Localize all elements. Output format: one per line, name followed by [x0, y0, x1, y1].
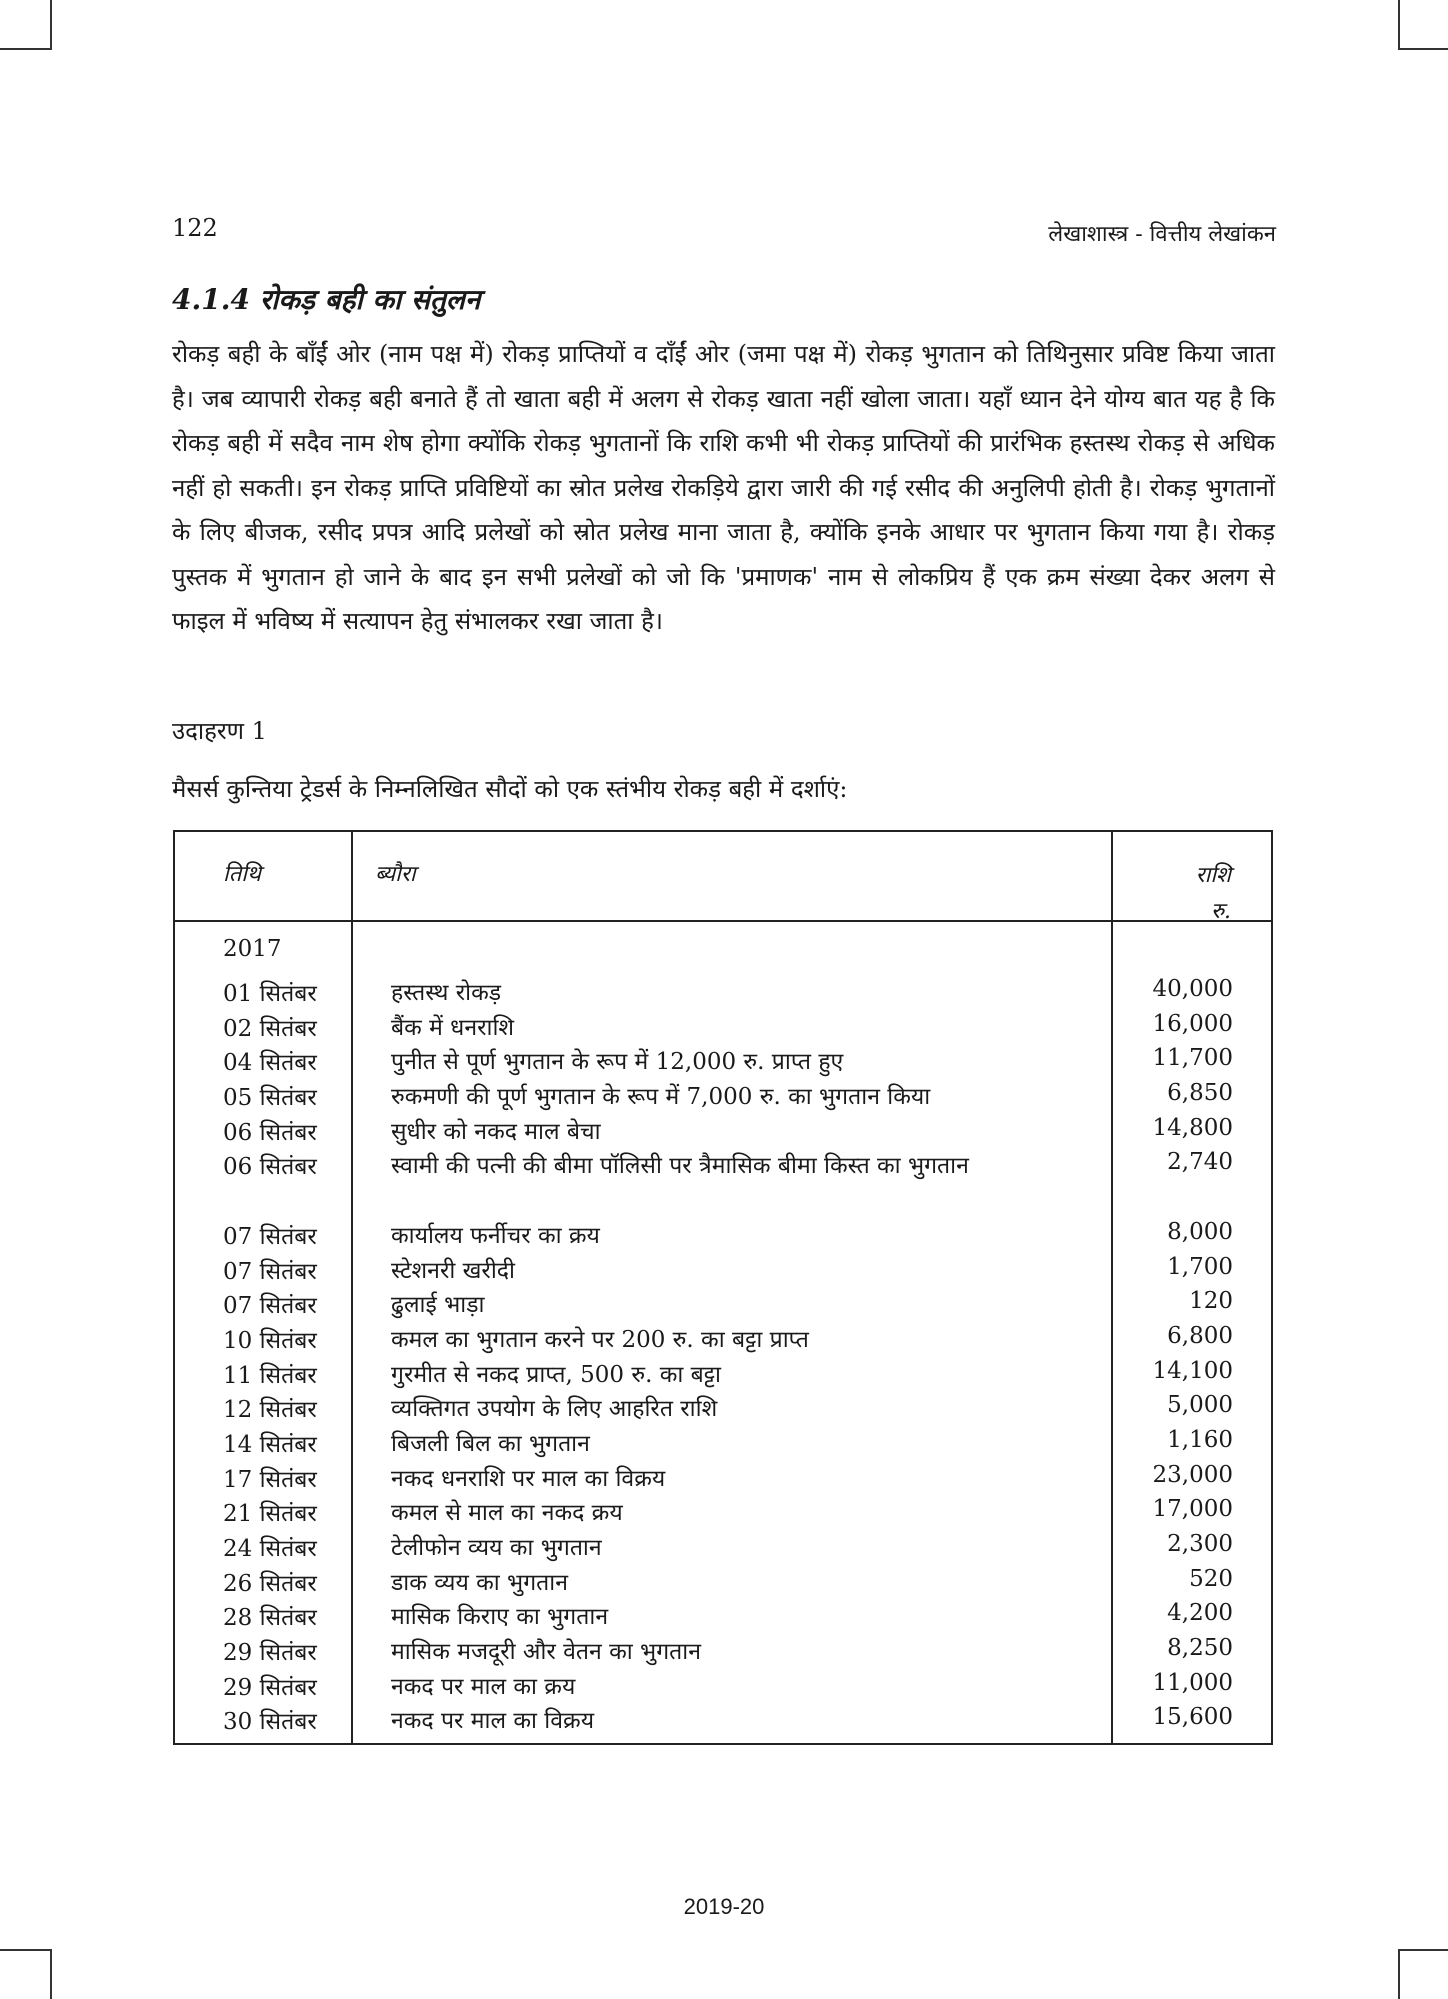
row-date: 07 सितंबर — [223, 1258, 317, 1285]
row-date: 28 सितंबर — [223, 1605, 317, 1632]
row-description: नकद धनराशि पर माल का विक्रय — [391, 1465, 666, 1492]
table-row — [175, 1635, 1271, 1670]
row-amount: 1,160 — [1167, 1426, 1233, 1453]
table-row — [175, 1045, 1271, 1080]
row-description: पुनीत से पूर्ण भुगतान के रूप में 12,000 रु. प्राप्त हुए — [391, 1049, 844, 1076]
row-date: 05 सितंबर — [223, 1085, 317, 1112]
row-date: 02 सितंबर — [223, 1015, 317, 1042]
row-date: 06 सितंबर — [223, 1119, 317, 1146]
row-description: गुरमीत से नकद प्राप्त, 500 रु. का बट्टा — [391, 1361, 722, 1388]
table-row — [175, 1462, 1271, 1497]
row-description: कमल का भुगतान करने पर 200 रु. का बट्टा प्राप्त — [391, 1326, 809, 1353]
row-description: नकद पर माल का विक्रय — [391, 1708, 595, 1735]
table-body — [175, 976, 1271, 1739]
header-divider — [175, 920, 1271, 922]
row-date: 01 सितंबर — [223, 981, 317, 1007]
running-head: लेखाशास्त्र - वित्तीय लेखांकन — [1048, 222, 1276, 247]
body-paragraph: रोकड़ बही के बाँईं ओर (नाम पक्ष में) रोकड़ प्राप्तियों व दाँईं ओर (जमा पक्ष में) रोकड़ भुगतान को तिथिनुसार प्रविष्ट किया जाता है। जब व्यापारी रोकड़ बही बनाते हैं तो खाता बही में अलग से रोकड़ खाता नहीं खोला जाता। यहाँ ध्यान देने योग्य बात यह है कि रोकड़ बही में सदैव नाम शेष होगा क्योंकि रोकड़ भुगतानों कि राशि कभी भी रोकड़ प्राप्तियों की प्रारंभिक हस्तस्थ रोकड़ से अधिक नहीं हो सकती। इन रोकड़ प्राप्ति प्रविष्टियों का स्रोत प्रलेख रोकड़िये द्वारा जारी की गई रसीद की अनुलिपी होती है। रोकड़ भुगतानों के लिए बीजक, रसीद प्रपत्र आदि प्रलेखों को स्रोत प्रलेख माना जाता है, क्योंकि इनके आधार पर भुगतान किया गया है। रोकड़ पुस्तक में भुगतान हो जाने के बाद इन सभी प्रलेखों को जो कि 'प्रमाणक' नाम से लोकप्रिय हैं एक क्रम संख्या देकर अलग से फाइल में भविष्य में सत्यापन हेतु संभालकर रखा जाता है। — [172, 340, 1275, 635]
table-row — [175, 1219, 1271, 1254]
table-year: 2017 — [223, 936, 282, 962]
crop-mark — [1398, 1949, 1400, 1999]
row-date: 17 सितंबर — [223, 1466, 317, 1493]
row-description: सुधीर को नकद माल बेचा — [391, 1118, 601, 1145]
row-amount: 8,250 — [1167, 1635, 1233, 1662]
crop-mark — [1398, 1949, 1448, 1951]
row-description: मासिक किराए का भुगतान — [391, 1604, 609, 1631]
row-amount: 120 — [1189, 1288, 1233, 1315]
row-date: 11 सितंबर — [223, 1362, 317, 1389]
crop-mark — [1398, 0, 1400, 50]
table-row — [175, 1496, 1271, 1531]
table-row — [175, 1115, 1271, 1150]
row-date: 26 सितंबर — [223, 1570, 317, 1597]
table-row — [175, 1323, 1271, 1358]
table-row — [175, 1358, 1271, 1393]
row-description: कमल से माल का नकद क्रय — [391, 1500, 623, 1527]
row-description: ढुलाई भाड़ा — [391, 1292, 485, 1319]
row-amount: 2,740 — [1167, 1149, 1233, 1176]
row-description: बिजली बिल का भुगतान — [391, 1430, 590, 1457]
row-amount: 14,100 — [1152, 1357, 1233, 1384]
row-amount: 11,700 — [1152, 1045, 1233, 1072]
table-row — [175, 1704, 1271, 1739]
table-row — [175, 976, 1271, 1011]
row-date: 29 सितंबर — [223, 1640, 317, 1667]
row-description: मासिक मजदूरी और वेतन का भुगतान — [391, 1639, 702, 1666]
table-row — [175, 1600, 1271, 1635]
table-row — [175, 1288, 1271, 1323]
column-header-amount — [1196, 858, 1231, 930]
row-amount: 2,300 — [1167, 1531, 1233, 1558]
row-date: 04 सितंबर — [223, 1050, 317, 1077]
row-amount: 15,600 — [1152, 1704, 1233, 1731]
row-amount: 6,850 — [1167, 1080, 1233, 1107]
table-row — [175, 1149, 1271, 1218]
row-date: 30 सितंबर — [223, 1709, 317, 1736]
row-amount: 520 — [1189, 1565, 1233, 1592]
column-header-date: तिथि — [223, 862, 261, 887]
page-number: 122 — [172, 214, 218, 242]
row-description: स्टेशनरी खरीदी — [391, 1257, 515, 1284]
table-row — [175, 1080, 1271, 1115]
row-description: रुकमणी की पूर्ण भुगतान के रूप में 7,000 रु. का भुगतान किया — [391, 1084, 931, 1111]
row-date: 21 सितंबर — [223, 1501, 317, 1528]
row-description: डाक व्यय का भुगतान — [391, 1569, 568, 1596]
row-date: 10 सितंबर — [223, 1327, 317, 1354]
row-amount: 16,000 — [1152, 1010, 1233, 1037]
row-description: नकद पर माल का क्रय — [391, 1673, 576, 1700]
row-amount: 17,000 — [1152, 1496, 1233, 1523]
row-description: कार्यालय फर्नीचर का क्रय — [391, 1222, 600, 1249]
row-date: 06 सितंबर — [223, 1154, 317, 1181]
row-description: बैंक में धनराशि — [391, 1014, 515, 1041]
row-date: 29 सितंबर — [223, 1674, 317, 1701]
section-heading: 4.1.4 रोकड़ बही का संतुलन — [172, 283, 481, 316]
row-description: व्यक्तिगत उपयोग के लिए आहरित राशि — [391, 1396, 718, 1423]
row-description: टेलीफोन व्यय का भुगतान — [391, 1535, 602, 1562]
table-row — [175, 1392, 1271, 1427]
amount-label: राशि — [1195, 863, 1231, 888]
table-row — [175, 1254, 1271, 1289]
row-date: 12 सितंबर — [223, 1397, 317, 1424]
row-date: 24 सितंबर — [223, 1536, 317, 1563]
row-amount: 14,800 — [1152, 1114, 1233, 1141]
row-amount: 23,000 — [1152, 1461, 1233, 1488]
table-row — [175, 1427, 1271, 1462]
crop-mark — [0, 1949, 50, 1951]
row-amount: 40,000 — [1152, 976, 1233, 1002]
row-description: स्वामी की पत्नी की बीमा पॉलिसी पर त्रैमासिक बीमा किस्त का भुगतान — [391, 1153, 969, 1180]
example-intro: मैसर्स कुन्तिया ट्रेडर्स के निम्नलिखित सौदों को एक स्तंभीय रोकड़ बही में दर्शाएं: — [172, 775, 848, 803]
footer-year: 2019-20 — [683, 1894, 765, 1919]
row-amount: 11,000 — [1152, 1669, 1233, 1696]
column-header-description: ब्यौरा — [375, 862, 416, 887]
row-amount: 1,700 — [1167, 1253, 1233, 1280]
crop-mark — [1398, 48, 1448, 50]
row-amount: 4,200 — [1167, 1600, 1233, 1627]
crop-mark — [0, 48, 50, 50]
amount-unit: रु. — [1210, 899, 1231, 924]
crop-mark — [50, 0, 52, 50]
row-description: हस्तस्थ रोकड़ — [391, 980, 502, 1006]
row-amount: 6,800 — [1167, 1322, 1233, 1349]
table-row — [175, 1011, 1271, 1046]
row-amount: 5,000 — [1167, 1392, 1233, 1419]
crop-mark — [50, 1949, 52, 1999]
transactions-table — [173, 830, 1273, 1745]
table-row — [175, 1670, 1271, 1705]
row-date: 07 सितंबर — [223, 1293, 317, 1320]
row-date: 07 सितंबर — [223, 1223, 317, 1250]
table-row — [175, 1566, 1271, 1601]
row-date: 14 सितंबर — [223, 1431, 317, 1458]
row-amount: 8,000 — [1167, 1218, 1233, 1245]
example-label: उदाहरण 1 — [172, 717, 267, 745]
table-row — [175, 1531, 1271, 1566]
